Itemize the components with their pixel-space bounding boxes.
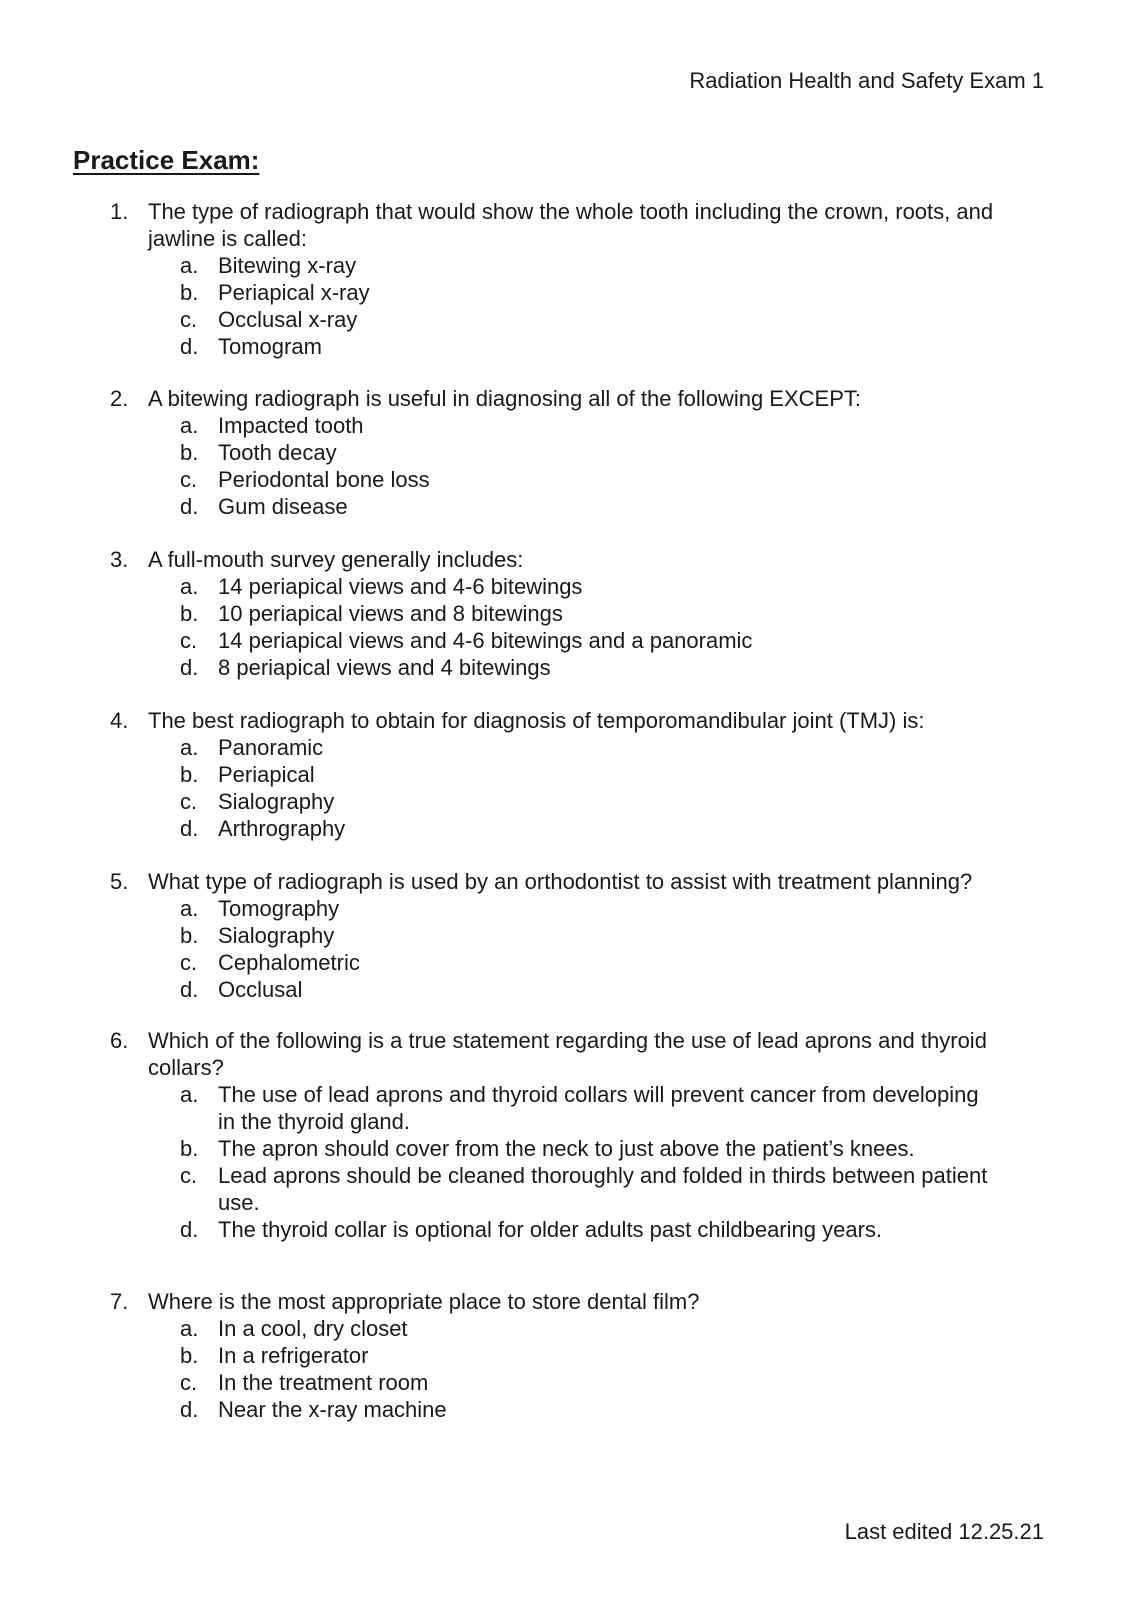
- answer-option: [180, 627, 1030, 654]
- answer-option: [180, 1342, 1030, 1369]
- answer-option: [180, 761, 1030, 788]
- option-text: Tomogram: [218, 334, 322, 359]
- option-text: Sialography: [218, 923, 335, 948]
- option-text: 14 periapical views and 4-6 bitewings: [218, 574, 583, 599]
- answer-option: [180, 976, 1030, 1003]
- answer-option: [180, 306, 1030, 333]
- option-text: The thyroid collar is optional for older adults past childbearing years.: [218, 1217, 883, 1242]
- question-text: A bitewing radiograph is useful in diagnosing all of the following EXCEPT:: [148, 386, 861, 411]
- option-text: 8 periapical views and 4 bitewings: [218, 655, 551, 680]
- option-letter: c.: [180, 467, 198, 492]
- option-letter: a.: [180, 413, 199, 438]
- option-letter: d.: [180, 494, 199, 519]
- answer-options: [110, 895, 1030, 1003]
- answer-option: [180, 734, 1030, 761]
- section-title: Practice Exam:: [73, 145, 260, 175]
- option-letter: b.: [180, 1343, 199, 1368]
- option-text: The apron should cover from the neck to just above the patient’s knees.: [218, 1136, 915, 1161]
- option-text: Arthrography: [218, 816, 346, 841]
- option-text: The use of lead aprons and thyroid collars will prevent cancer from developing in the thyroid gland.: [218, 1082, 979, 1134]
- answer-option: [180, 252, 1030, 279]
- question-number: 1.: [110, 199, 129, 224]
- option-text: Gum disease: [218, 494, 348, 519]
- question-text: The type of radiograph that would show the whole tooth including the crown, roots, and jawline is called:: [148, 199, 994, 251]
- option-letter: c.: [180, 307, 198, 332]
- option-text: 14 periapical views and 4-6 bitewings and a panoramic: [218, 628, 753, 653]
- option-text: Periapical x-ray: [218, 280, 370, 305]
- answer-option: [180, 1081, 1030, 1135]
- option-text: Bitewing x-ray: [218, 253, 357, 278]
- answer-option: [180, 1216, 1030, 1243]
- question-7: [110, 1288, 1030, 1423]
- option-letter: b.: [180, 923, 199, 948]
- question-6: [110, 1027, 1030, 1243]
- option-letter: d.: [180, 655, 199, 680]
- answer-option: [180, 1315, 1030, 1342]
- answer-option: [180, 412, 1030, 439]
- answer-option: [180, 279, 1030, 306]
- option-text: In a refrigerator: [218, 1343, 369, 1368]
- answer-option: [180, 1162, 1030, 1216]
- option-letter: a.: [180, 253, 199, 278]
- option-letter: a.: [180, 1082, 199, 1107]
- option-letter: c.: [180, 1163, 198, 1188]
- question-text: What type of radiograph is used by an orthodontist to assist with treatment planning?: [148, 869, 973, 894]
- option-text: Occlusal x-ray: [218, 307, 358, 332]
- option-letter: b.: [180, 280, 199, 305]
- option-text: Cephalometric: [218, 950, 360, 975]
- answer-option: [180, 600, 1030, 627]
- answer-options: [110, 1081, 1030, 1243]
- answer-options: [110, 1315, 1030, 1423]
- question-text: Which of the following is a true statement regarding the use of lead aprons and thyroid collars?: [148, 1028, 987, 1080]
- option-letter: c.: [180, 628, 198, 653]
- question-1: [110, 198, 1030, 360]
- question-number: 2.: [110, 386, 129, 411]
- question-text: The best radiograph to obtain for diagnosis of temporomandibular joint (TMJ) is:: [148, 708, 925, 733]
- answer-option: [180, 1135, 1030, 1162]
- question-5: [110, 868, 1030, 1003]
- answer-options: [110, 252, 1030, 360]
- question-4: [110, 707, 1030, 842]
- answer-option: [180, 895, 1030, 922]
- answer-option: [180, 439, 1030, 466]
- answer-option: [180, 788, 1030, 815]
- option-letter: c.: [180, 950, 198, 975]
- option-text: In a cool, dry closet: [218, 1316, 408, 1341]
- answer-option: [180, 922, 1030, 949]
- question-text: Where is the most appropriate place to store dental film?: [148, 1289, 700, 1314]
- answer-option: [180, 573, 1030, 600]
- question-number: 4.: [110, 708, 129, 733]
- answer-option: [180, 949, 1030, 976]
- answer-option: [180, 815, 1030, 842]
- question-2: [110, 385, 1030, 520]
- question-number: 5.: [110, 869, 129, 894]
- option-letter: d.: [180, 816, 199, 841]
- option-text: 10 periapical views and 8 bitewings: [218, 601, 563, 626]
- option-letter: d.: [180, 1217, 199, 1242]
- option-text: Near the x-ray machine: [218, 1397, 447, 1422]
- option-text: Periodontal bone loss: [218, 467, 430, 492]
- option-letter: b.: [180, 762, 199, 787]
- option-letter: b.: [180, 1136, 199, 1161]
- option-letter: a.: [180, 1316, 199, 1341]
- option-letter: d.: [180, 977, 199, 1002]
- option-letter: b.: [180, 440, 199, 465]
- option-text: Impacted tooth: [218, 413, 364, 438]
- option-letter: d.: [180, 1397, 199, 1422]
- option-text: In the treatment room: [218, 1370, 429, 1395]
- option-text: Occlusal: [218, 977, 303, 1002]
- option-letter: a.: [180, 574, 199, 599]
- last-edited-footer: Last edited 12.25.21: [844, 1519, 1044, 1544]
- option-text: Tooth decay: [218, 440, 337, 465]
- question-number: 3.: [110, 547, 129, 572]
- answer-option: [180, 1369, 1030, 1396]
- option-letter: d.: [180, 334, 199, 359]
- answer-options: [110, 412, 1030, 520]
- option-text: Periapical: [218, 762, 315, 787]
- option-letter: a.: [180, 735, 199, 760]
- answer-option: [180, 654, 1030, 681]
- answer-option: [180, 493, 1030, 520]
- question-number: 7.: [110, 1289, 129, 1314]
- answer-option: [180, 466, 1030, 493]
- option-letter: c.: [180, 1370, 198, 1395]
- answer-option: [180, 1396, 1030, 1423]
- option-text: Sialography: [218, 789, 335, 814]
- option-letter: b.: [180, 601, 199, 626]
- answer-option: [180, 333, 1030, 360]
- option-text: Lead aprons should be cleaned thoroughly and folded in thirds between patient use.: [218, 1163, 988, 1215]
- exam-header: Radiation Health and Safety Exam 1: [689, 68, 1044, 93]
- answer-options: [110, 734, 1030, 842]
- option-text: Panoramic: [218, 735, 324, 760]
- answer-options: [110, 573, 1030, 681]
- question-text: A full-mouth survey generally includes:: [148, 547, 524, 572]
- option-letter: a.: [180, 896, 199, 921]
- option-text: Tomography: [218, 896, 340, 921]
- question-number: 6.: [110, 1028, 129, 1053]
- question-3: [110, 546, 1030, 681]
- option-letter: c.: [180, 789, 198, 814]
